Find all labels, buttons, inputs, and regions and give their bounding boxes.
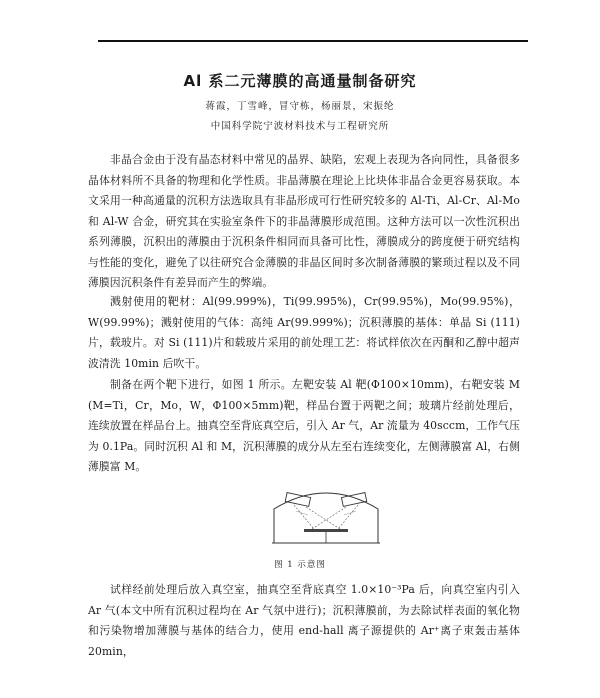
header-rule xyxy=(98,40,528,42)
paragraph-intro: 非晶合金由于没有晶态材料中常见的晶界、缺陷，宏观上表现为各向同性，具备很多晶体材料所不具备的物理和化学性质。非晶薄膜在理论上比块体非晶合金更容易获取。本文采用一种高通量的沉积方法选取具有非晶形成可行性研究较多的 Al-Ti、Al-Cr、Al-Mo 和 Al-W 合金，研究其在实验室条件下的非晶薄膜形成范围。这种方法可以一次性沉积出系列薄膜，沉积出的薄膜由于沉积条件相同而具备可比性，薄膜成分的跨度便于研究结构与性能的变化，避免了以往研究合金薄膜的非晶区间时多次制备薄膜的繁琐过程以及不同薄膜因沉积条件有差异而产生的弊端。 xyxy=(88,153,520,289)
deposition-schematic-figure xyxy=(270,483,382,545)
author-list: 蒋霞，丁雪峰，冒守栋，杨丽景，宋振纶 xyxy=(205,101,395,112)
left-target-al xyxy=(285,493,310,507)
right-flux-line-2 xyxy=(312,507,346,529)
paragraph-preparation: 制备在两个靶下进行，如图 1 所示。左靶安装 Al 靶(Φ100×10mm)，右靶安装 M (M=Ti，Cr，Mo，W，Φ100×5mm)靶，样品台置于两靶之间；玻璃片经前处理后，连续放置在样品台上。抽真空至背底真空后，引入 Ar 气，Ar 流量为 40sccm，工作气压为 0.1Pa。同时沉积 Al 和 M，沉积薄膜的成分从左至右连续变化，左侧薄膜富 Al，右侧薄膜富 M。 xyxy=(88,378,520,473)
left-flux-line-1 xyxy=(294,505,314,529)
paragraph-process: 试样经前处理后放入真空室，抽真空至背底真空 1.0×10⁻³Pa 后，向真空室内引入 Ar 气(本文中所有沉积过程均在 Ar 气氛中进行)；沉积薄膜前，为去除试样表面的氧化物和污染物增加薄膜与基体的结合力，使用 end-hall 离子源提供的 Ar⁺离子束轰击基体 20min， xyxy=(88,583,520,658)
right-flux-line-1 xyxy=(338,505,358,529)
figure-caption: 图 1 示意图 xyxy=(274,560,326,570)
left-flux-line-2 xyxy=(306,507,340,529)
affiliation: 中国科学院宁波材料技术与工程研究所 xyxy=(210,121,390,132)
paragraph-materials: 溅射使用的靶材：Al(99.999%)，Ti(99.995%)，Cr(99.95%)，Mo(99.95%)，W(99.99%)；溅射使用的气体：高纯 Ar(99.999%)；沉积薄膜的基体：单晶 Si (111) 片，载玻片。对 Si (111)片和载玻片采用的前处理工艺：将试样依次在丙酮和乙醇中超声波清洗 10min 后吹干。 xyxy=(88,295,520,370)
sample-stage xyxy=(304,529,348,532)
paper-title: Al 系二元薄膜的高通量制备研究 xyxy=(183,72,417,90)
right-target-m xyxy=(341,493,366,507)
